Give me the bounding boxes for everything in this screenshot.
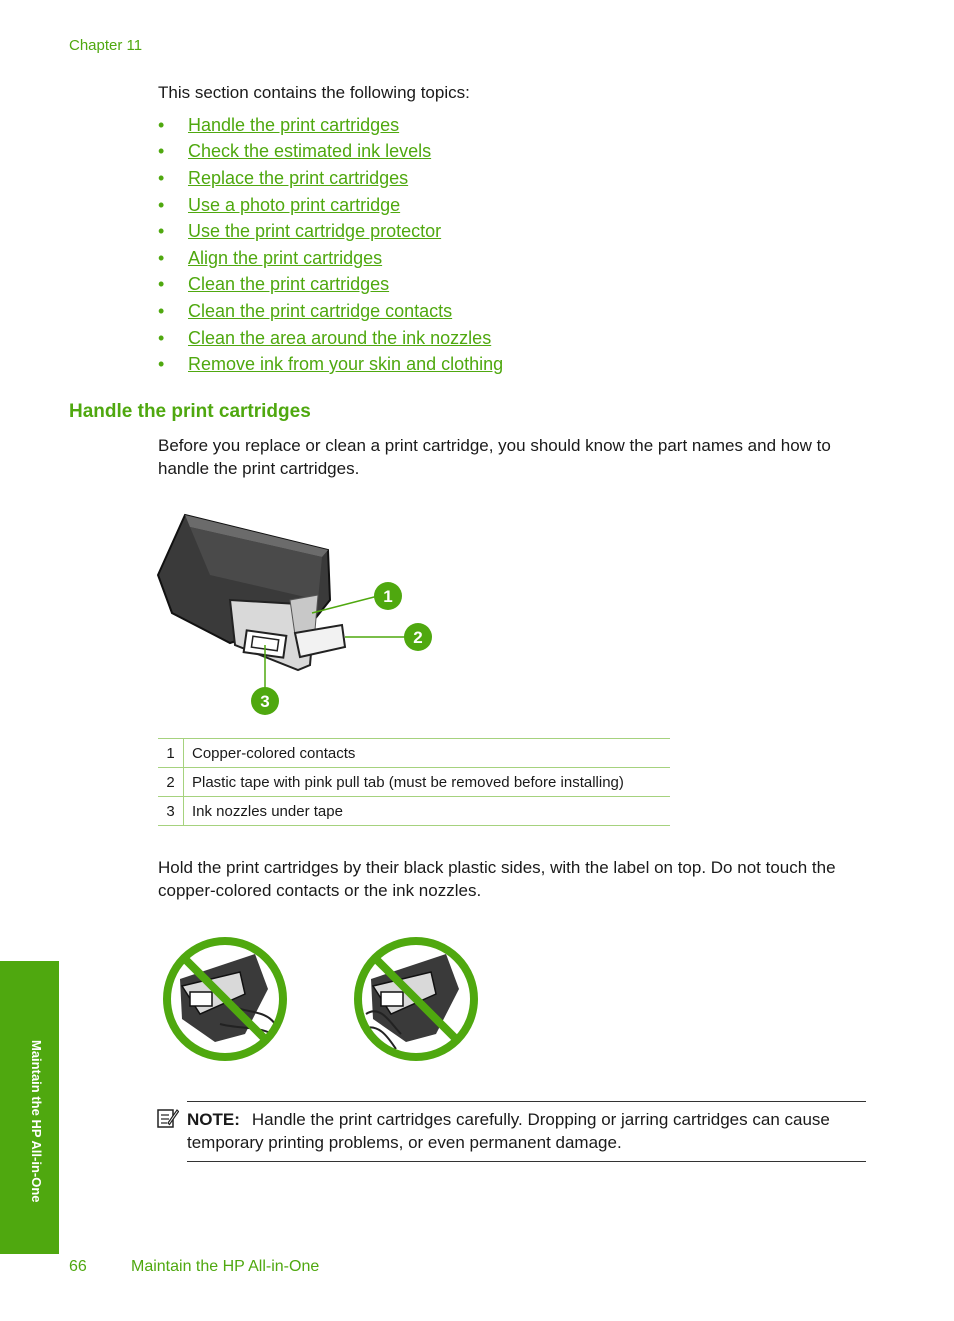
list-item: [158, 192, 503, 219]
bullet: •: [158, 167, 165, 188]
svg-text:2: 2: [413, 628, 423, 647]
topic-link[interactable]: Align the print cartridges: [188, 247, 383, 268]
body-paragraph: Hold the print cartridges by their black plastic sides, with the label on top. Do not touch the copper-colored contacts or the ink nozzles.: [158, 858, 836, 900]
bullet: •: [158, 274, 165, 295]
callout-2: [404, 623, 432, 651]
list-item: [158, 351, 503, 378]
note-label: NOTE:: [187, 1110, 240, 1129]
section-heading: Handle the print cartridges: [69, 401, 311, 422]
body-paragraph: Before you replace or clean a print cartridge, you should know the part names and how to handle the print cartridges.: [158, 436, 831, 478]
bullet: •: [158, 194, 165, 215]
note-text: Handle the print cartridges carefully. Dropping or jarring cartridges can cause temporary printing problems, or even permanent damage.: [187, 1110, 830, 1152]
list-item: [158, 112, 503, 139]
topic-list: [158, 112, 503, 378]
list-item: [158, 298, 503, 325]
no-touch-icon: [351, 934, 481, 1064]
topic-link[interactable]: Clean the print cartridges: [188, 274, 390, 295]
topic-link[interactable]: Use the print cartridge protector: [188, 221, 442, 242]
topic-link[interactable]: Clean the area around the ink nozzles: [188, 327, 492, 348]
note-icon: [157, 1107, 179, 1129]
list-item: [158, 139, 503, 166]
table-row: [158, 797, 670, 826]
bullet: •: [158, 114, 165, 135]
part-number: 3: [158, 797, 184, 826]
table-row: [158, 768, 670, 797]
topic-link[interactable]: Check the estimated ink levels: [188, 141, 432, 162]
topic-link[interactable]: Handle the print cartridges: [188, 114, 400, 135]
list-item: [158, 165, 503, 192]
topic-link[interactable]: Replace the print cartridges: [188, 167, 409, 188]
no-touch-icon: [160, 934, 290, 1064]
part-description: Copper-colored contacts: [184, 739, 671, 768]
list-item: [158, 272, 503, 299]
part-description: Plastic tape with pink pull tab (must be removed before installing): [184, 768, 671, 797]
parts-table: [158, 738, 670, 826]
bullet: •: [158, 247, 165, 268]
page-number: 66: [69, 1258, 87, 1275]
bullet: •: [158, 327, 165, 348]
list-item: [158, 218, 503, 245]
callout-3: [251, 687, 279, 715]
svg-text:1: 1: [383, 587, 393, 606]
intro-text: This section contains the following topics:: [158, 83, 470, 102]
topic-link[interactable]: Use a photo print cartridge: [188, 194, 401, 215]
svg-text:3: 3: [260, 692, 270, 711]
part-number: 1: [158, 739, 184, 768]
list-item: [158, 245, 503, 272]
topic-link[interactable]: Remove ink from your skin and clothing: [188, 354, 504, 375]
cartridge-illustration: [150, 505, 450, 720]
part-description: Ink nozzles under tape: [184, 797, 671, 826]
list-item: [158, 325, 503, 352]
part-number: 2: [158, 768, 184, 797]
table-row: [158, 739, 670, 768]
side-tab-label: Maintain the HP All-in-One: [29, 1040, 44, 1203]
bullet: •: [158, 221, 165, 242]
bullet: •: [158, 354, 165, 375]
callout-1: [374, 582, 402, 610]
bullet: •: [158, 141, 165, 162]
footer-title: Maintain the HP All-in-One: [131, 1258, 320, 1275]
chapter-label: Chapter 11: [69, 37, 143, 54]
note-box: [187, 1101, 866, 1162]
bullet: •: [158, 300, 165, 321]
topic-link[interactable]: Clean the print cartridge contacts: [188, 300, 453, 321]
